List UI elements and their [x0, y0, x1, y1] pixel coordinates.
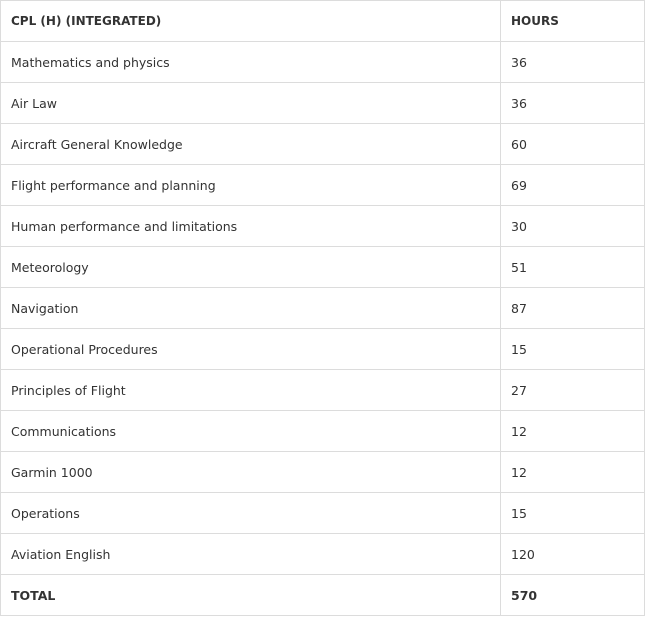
hours-cell: 15: [501, 493, 645, 534]
hours-cell: 12: [501, 452, 645, 493]
subject-cell: Operations: [1, 493, 501, 534]
subject-cell: Garmin 1000: [1, 452, 501, 493]
table-row: [1, 493, 645, 534]
hours-cell: 69: [501, 165, 645, 206]
table-row: [1, 452, 645, 493]
table-row: [1, 411, 645, 452]
table-row: [1, 247, 645, 288]
table-row: [1, 534, 645, 575]
hours-cell: 36: [501, 83, 645, 124]
hours-column-header: HOURS: [501, 1, 645, 42]
hours-cell: 87: [501, 288, 645, 329]
subject-cell: Mathematics and physics: [1, 42, 501, 83]
subject-column-header: CPL (H) (INTEGRATED): [1, 1, 501, 42]
hours-cell: 60: [501, 124, 645, 165]
subject-cell: Human performance and limitations: [1, 206, 501, 247]
hours-cell: 12: [501, 411, 645, 452]
total-row: [1, 575, 645, 616]
subject-cell: Flight performance and planning: [1, 165, 501, 206]
hours-cell: 15: [501, 329, 645, 370]
subject-cell: Aviation English: [1, 534, 501, 575]
table-row: [1, 329, 645, 370]
hours-cell: 36: [501, 42, 645, 83]
table-row: [1, 288, 645, 329]
subject-cell: Meteorology: [1, 247, 501, 288]
total-hours: 570: [501, 575, 645, 616]
subject-cell: Aircraft General Knowledge: [1, 124, 501, 165]
hours-cell: 30: [501, 206, 645, 247]
table-row: [1, 370, 645, 411]
table-row: [1, 206, 645, 247]
hours-cell: 27: [501, 370, 645, 411]
subject-cell: Principles of Flight: [1, 370, 501, 411]
table-header-row: [1, 1, 645, 42]
subject-cell: Navigation: [1, 288, 501, 329]
table-row: [1, 83, 645, 124]
subject-cell: Operational Procedures: [1, 329, 501, 370]
table-row: [1, 165, 645, 206]
subject-cell: Communications: [1, 411, 501, 452]
table-row: [1, 42, 645, 83]
total-label: TOTAL: [1, 575, 501, 616]
subject-cell: Air Law: [1, 83, 501, 124]
hours-cell: 120: [501, 534, 645, 575]
hours-cell: 51: [501, 247, 645, 288]
table-row: [1, 124, 645, 165]
